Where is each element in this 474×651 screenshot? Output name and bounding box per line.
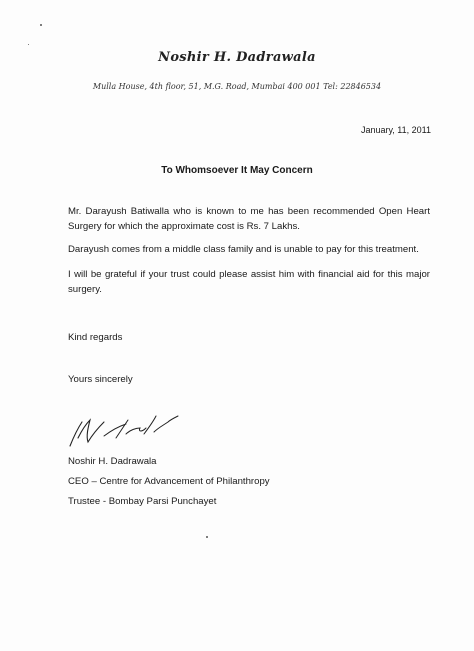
letterhead-address: Mulla House, 4th floor, 51, M.G. Road, Mumbai 400 001 Tel: 22846534 (92, 82, 382, 91)
scan-speck (206, 536, 208, 538)
signatory-title: CEO – Centre for Advancement of Philanthropy (68, 476, 270, 487)
body-paragraph: I will be grateful if your trust could please assist him with financial aid for this major surgery. (68, 269, 430, 295)
letterhead-name: Noshir H. Dadrawala (158, 50, 316, 65)
signatory-name: Noshir H. Dadrawala (68, 456, 157, 467)
closing-sincerely: Yours sincerely (68, 374, 133, 385)
scan-speck (28, 44, 29, 45)
letter-subject: To Whomsoever It May Concern (161, 165, 313, 176)
scan-speck (40, 24, 42, 26)
body-paragraph: Mr. Darayush Batiwalla who is known to me has been recommended Open Heart Surgery for which the approximate cost is Rs. 7 Lakhs. (68, 206, 430, 232)
letter-date: January, 11, 2011 (360, 125, 431, 135)
handwritten-signature (64, 408, 184, 452)
body-paragraph: Darayush comes from a middle class family and is unable to pay for this treatment. (68, 244, 419, 255)
closing-regards: Kind regards (68, 332, 123, 343)
signatory-trustee: Trustee - Bombay Parsi Punchayet (68, 496, 217, 507)
